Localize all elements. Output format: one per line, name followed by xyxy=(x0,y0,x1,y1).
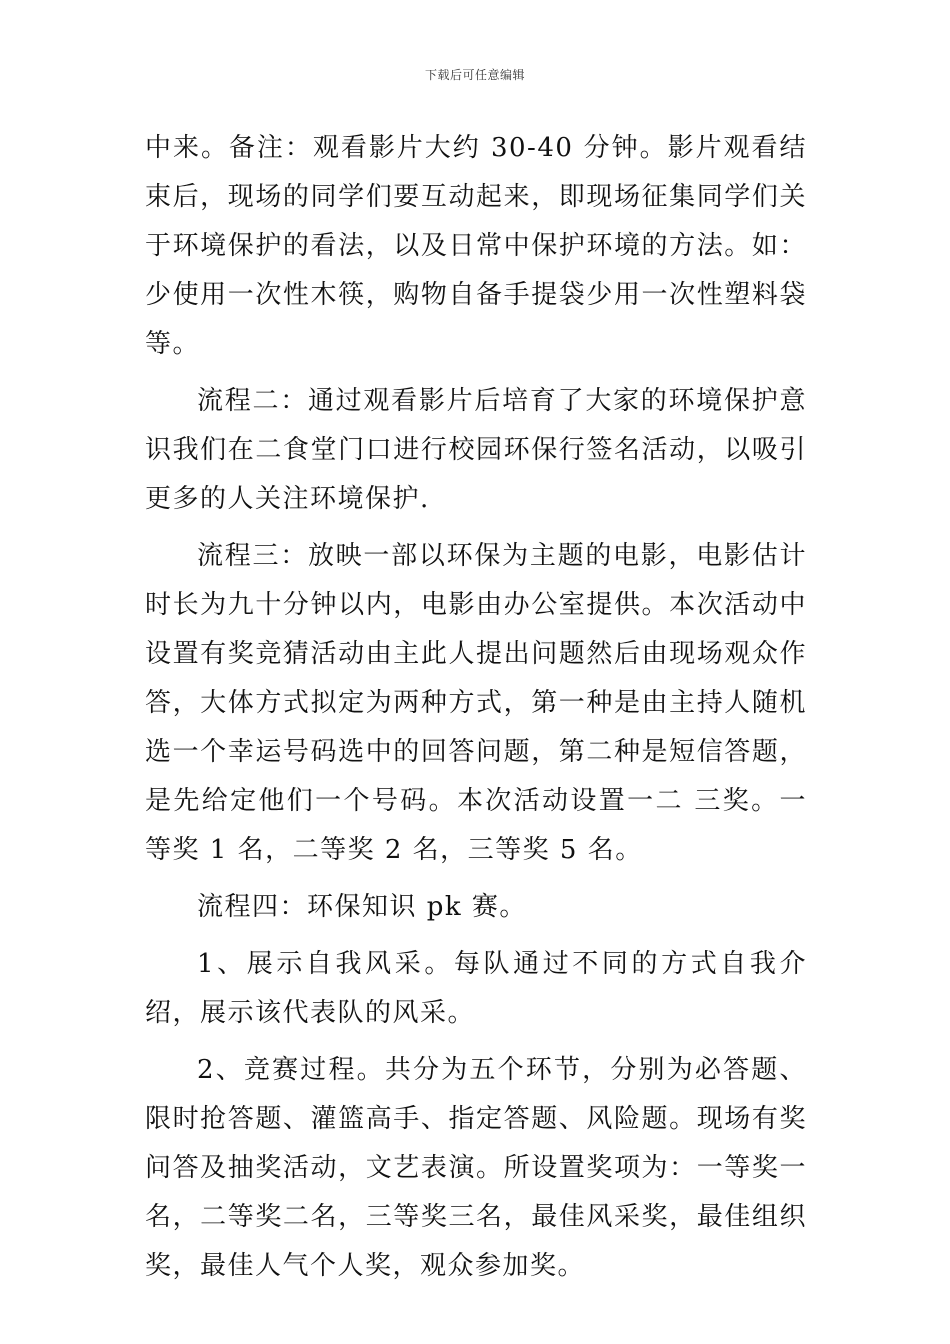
paragraph-process-two: 流程二：通过观看影片后培育了大家的环境保护意识我们在二食堂门口进行校园环保行签名活动，以吸引更多的人关注环境保护. xyxy=(145,386,807,514)
paragraph-intro-continuation: 中来。备注：观看影片大约 30-40 分钟。影片观看结束后，现场的同学们要互动起来，即现场征集同学们关于环境保护的看法，以及日常中保护环境的方法。如：少使用一次性木筷，购物自备手提袋少用一次性塑料袋等。 xyxy=(145,133,807,359)
document-body xyxy=(145,124,807,1299)
paragraph-process-four: 流程四：环保知识 pk 赛。 xyxy=(197,892,527,922)
paragraph-item-two: 2、竞赛过程。共分为五个环节，分别为必答题、限时抢答题、灌篮高手、指定答题、风险题。现场有奖问答及抽奖活动，文艺表演。所设置奖项为：一等奖一名，二等奖二名，三等奖三名，最佳风采奖，最佳组织奖，最佳人气个人奖，观众参加奖。 xyxy=(145,1055,807,1281)
paragraph-item-one: 1、展示自我风采。每队通过不同的方式自我介绍，展示该代表队的风采。 xyxy=(145,949,807,1028)
paragraph-process-three: 流程三：放映一部以环保为主题的电影，电影估计时长为九十分钟以内，电影由办公室提供。本次活动中设置有奖竞猜活动由主此人提出问题然后由现场观众作答，大体方式拟定为两种方式，第一种是由主持人随机选一个幸运号码选中的回答问题，第二种是短信答题，是先给定他们一个号码。本次活动设置一二 三奖。一等奖 1 名，二等奖 2 名，三等奖 5 名。 xyxy=(145,541,807,865)
page-header: 下载后可任意编辑 xyxy=(424,68,525,82)
